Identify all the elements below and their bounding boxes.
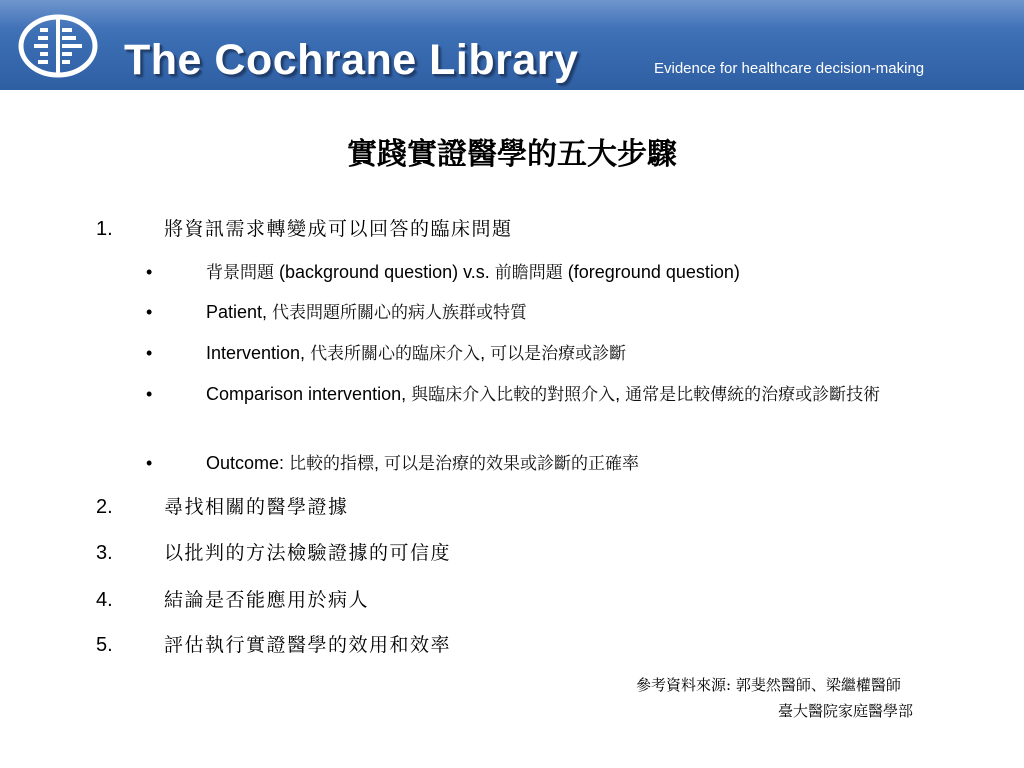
- brand-tagline: Evidence for healthcare decision-making: [654, 60, 925, 77]
- step-text: 評估執行實證醫學的效用和效率: [164, 634, 452, 656]
- bullet-icon: •: [146, 262, 153, 282]
- reference-line-1: 參考資料來源: 郭斐然醫師、梁繼權醫師: [636, 676, 901, 694]
- bullet-icon: •: [146, 302, 153, 322]
- bullet-text: 背景問題 (background question) v.s. 前瞻問題 (foreground question): [206, 262, 740, 283]
- bullet-icon: •: [146, 453, 153, 473]
- reference-note: [636, 672, 1006, 724]
- brand-title: The Cochrane Library: [124, 36, 579, 84]
- reference-line-2: 臺大醫院家庭醫學部: [778, 702, 914, 720]
- cochrane-logo-icon: [18, 14, 114, 78]
- bullet-text: Intervention, 代表所關心的臨床介入, 可以是治療或診斷: [206, 343, 627, 364]
- step-number: 4.: [96, 589, 113, 611]
- bullet-text: Patient, 代表問題所關心的病人族群或特質: [206, 302, 528, 323]
- step-text: 將資訊需求轉變成可以回答的臨床問題: [164, 218, 513, 240]
- step-number: 5.: [96, 634, 113, 656]
- bullet-icon: •: [146, 343, 153, 363]
- step-text: 以批判的方法檢驗證據的可信度: [164, 542, 452, 564]
- step-number: 3.: [96, 542, 113, 564]
- bullet-text: Comparison intervention, 與臨床介入比較的對照介入, 通常是比較傳統的治療或診斷技術: [206, 384, 881, 405]
- banner-highlight: [0, 0, 1024, 28]
- header-banner: [0, 0, 1024, 90]
- slide-title: 實踐實證醫學的五大步驟: [347, 137, 677, 172]
- bullet-icon: •: [146, 384, 153, 404]
- step-text: 尋找相關的醫學證據: [164, 496, 349, 518]
- step-number: 2.: [96, 496, 113, 518]
- step-text: 結論是否能應用於病人: [164, 589, 370, 611]
- bullet-text: Outcome: 比較的指標, 可以是治療的效果或診斷的正確率: [206, 453, 640, 474]
- step-number: 1.: [96, 218, 113, 240]
